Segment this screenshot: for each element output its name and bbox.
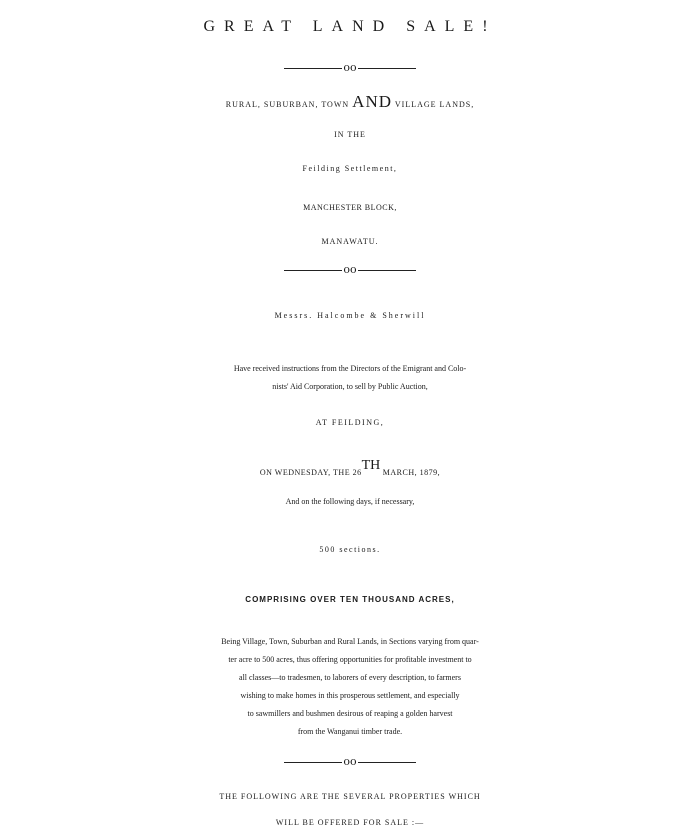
rule-line: [358, 270, 416, 271]
rule-line: [358, 762, 416, 763]
auctioneer-firm: Messrs. Halcombe & Sherwill: [274, 311, 426, 320]
lands-line-part1: RURAL, SUBURBAN, TOWN: [225, 100, 353, 109]
following-days-note: And on the following days, if necessary,: [285, 497, 415, 506]
separator-rule: [0, 62, 700, 74]
description-line-2: ter acre to 500 acres, thus offering opportunities for profitable investment to: [228, 655, 472, 664]
description-line-5: to sawmillers and bushmen desirous of reaping a golden harvest: [247, 709, 453, 718]
in-the-label: IN THE: [334, 130, 366, 139]
rule-line: [358, 68, 416, 69]
lands-line-part2: VILLAGE LANDS,: [392, 100, 475, 109]
description-line-6: from the Wanganui timber trade.: [297, 727, 403, 736]
lands-line-and: AND: [352, 92, 393, 111]
acreage-heading: COMPRISING OVER TEN THOUSAND ACRES,: [245, 595, 455, 604]
description-line-1: Being Village, Town, Suburban and Rural Lands, in Sections varying from quar-: [221, 637, 479, 646]
rule-ornament: oo: [343, 263, 357, 276]
block-name: MANCHESTER BLOCK,: [303, 203, 397, 212]
sections-count: 500 sections.: [319, 545, 381, 554]
sale-date: [0, 452, 700, 487]
rule-line: [284, 270, 342, 271]
rule-ornament: oo: [343, 61, 357, 74]
rule-line: [284, 762, 342, 763]
settlement-name: Feilding Settlement,: [302, 164, 398, 173]
description-line-3: all classes—to tradesmen, to laborers of every description, to farmers: [239, 673, 461, 682]
separator-rule: [0, 264, 700, 276]
separator-rule: [0, 756, 700, 768]
rule-line: [284, 68, 342, 69]
lands-line: [0, 88, 700, 119]
district-name: MANAWATU.: [321, 237, 379, 246]
sale-date-suffix: TH: [361, 458, 381, 473]
description-line-4: wishing to make homes in this prosperous settlement, and especially: [240, 691, 460, 700]
sale-date-prefix: ON WEDNESDAY, THE 26: [259, 468, 362, 477]
rule-ornament: oo: [343, 755, 357, 768]
sale-location: AT FEILDING,: [315, 418, 385, 427]
properties-heading-line-2: WILL BE OFFERED FOR SALE :—: [275, 818, 425, 827]
properties-heading-line-1: THE FOLLOWING ARE THE SEVERAL PROPERTIES WHICH: [219, 792, 481, 801]
instructions-line-1: Have received instructions from the Directors of the Emigrant and Colo-: [233, 364, 467, 373]
sale-date-rest: MARCH, 1879,: [380, 468, 441, 477]
instructions-line-2: nists' Aid Corporation, to sell by Public Auction,: [272, 382, 428, 391]
headline: GREAT LAND SALE!: [203, 18, 497, 35]
